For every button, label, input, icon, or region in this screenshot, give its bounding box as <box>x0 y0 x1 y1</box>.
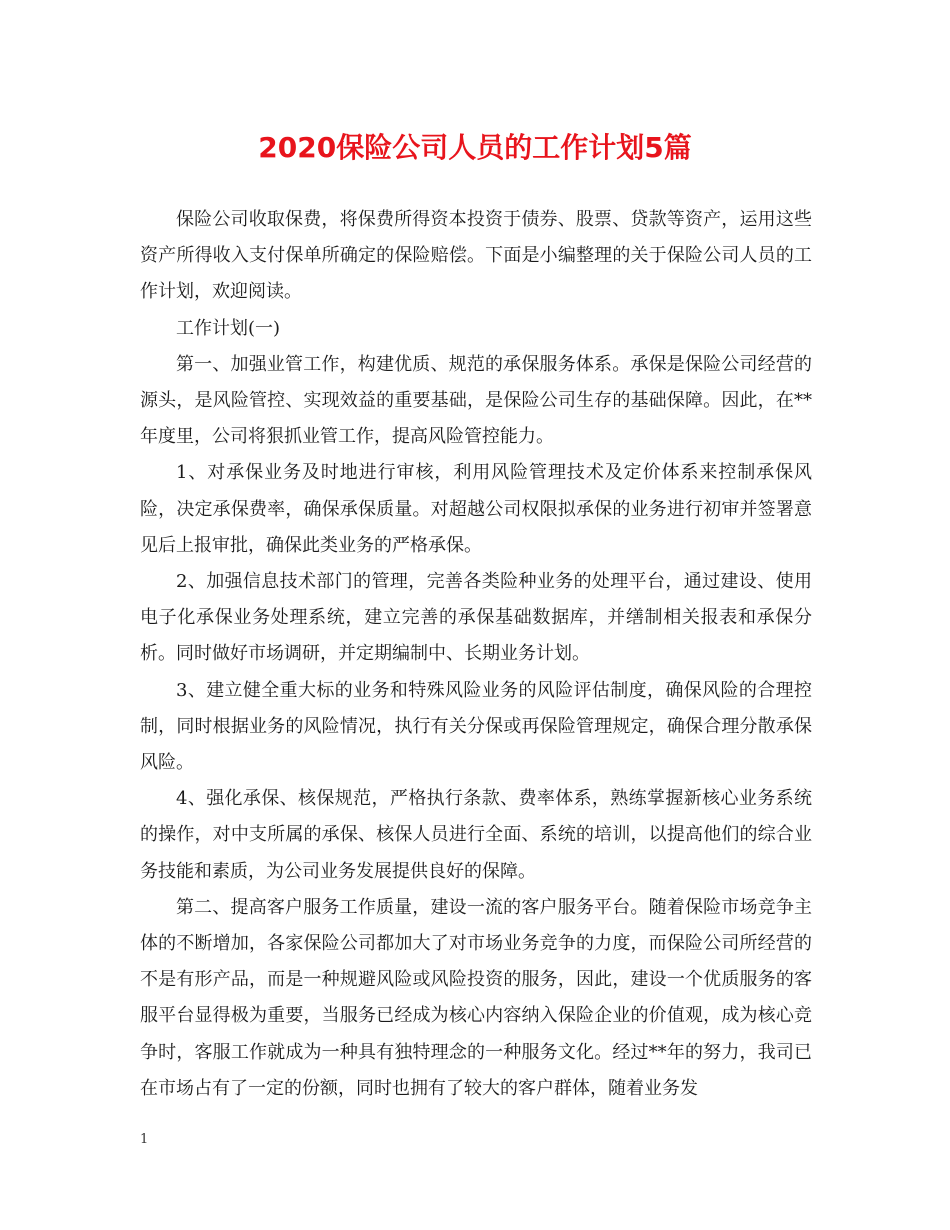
document-title: 2020保险公司人员的工作计划5篇 <box>258 131 692 164</box>
document-body <box>140 202 812 1107</box>
paragraph-item-4: 4、强化承保、核保规范，严格执行条款、费率体系，熟练掌握新核心业务系统的操作，对中支所属的承保、核保人员进行全面、系统的培训，以提高他们的综合业务技能和素质，为公司业务发展提供良好的保障。 <box>140 788 812 882</box>
section-heading-plan-1: 工作计划(一) <box>176 317 281 339</box>
paragraph-item-1: 1、对承保业务及时地进行审核，利用风险管理技术及定价体系来控制承保风险，决定承保费率，确保承保质量。对超越公司权限拟承保的业务进行初审并签署意见后上报审批，确保此类业务的严格承保。 <box>140 462 812 556</box>
paragraph-item-3: 3、建立健全重大标的业务和特殊风险业务的风险评估制度，确保风险的合理控制，同时根据业务的风险情况，执行有关分保或再保险管理规定，确保合理分散承保风险。 <box>140 679 812 774</box>
page-number: 1 <box>140 1132 149 1147</box>
paragraph-second-point: 第二、提高客户服务工作质量，建设一流的客户服务平台。随着保险市场竞争主体的不断增加，各家保险公司都加大了对市场业务竞争的力度，而保险公司所经营的不是有形产品，而是一种规避风险或风险投资的服务，因此，建设一个优质服务的客服平台显得极为重要，当服务已经成为核心内容纳入保险企业的价值观，成为核心竞争时，客服工作就成为一种具有独特理念的一种服务文化。经过**年的努力，我司已在市场占有了一定的份额，同时也拥有了较大的客户群体，随着业务发 <box>140 896 812 1099</box>
paragraph-intro: 保险公司收取保费，将保费所得资本投资于债券、股票、贷款等资产，运用这些资产所得收入支付保单所确定的保险赔偿。下面是小编整理的关于保险公司人员的工作计划，欢迎阅读。 <box>140 209 812 303</box>
paragraph-first-point: 第一、加强业管工作，构建优质、规范的承保服务体系。承保是保险公司经营的源头，是风险管控、实现效益的重要基础，是保险公司生存的基础保障。因此，在**年度里，公司将狠抓业管工作，提高风险管控能力。 <box>140 353 812 448</box>
paragraph-item-2: 2、加强信息技术部门的管理，完善各类险种业务的处理平台，通过建设、使用电子化承保业务处理系统，建立完善的承保基础数据库，并缮制相关报表和承保分析。同时做好市场调研，并定期编制中、长期业务计划。 <box>140 571 812 665</box>
